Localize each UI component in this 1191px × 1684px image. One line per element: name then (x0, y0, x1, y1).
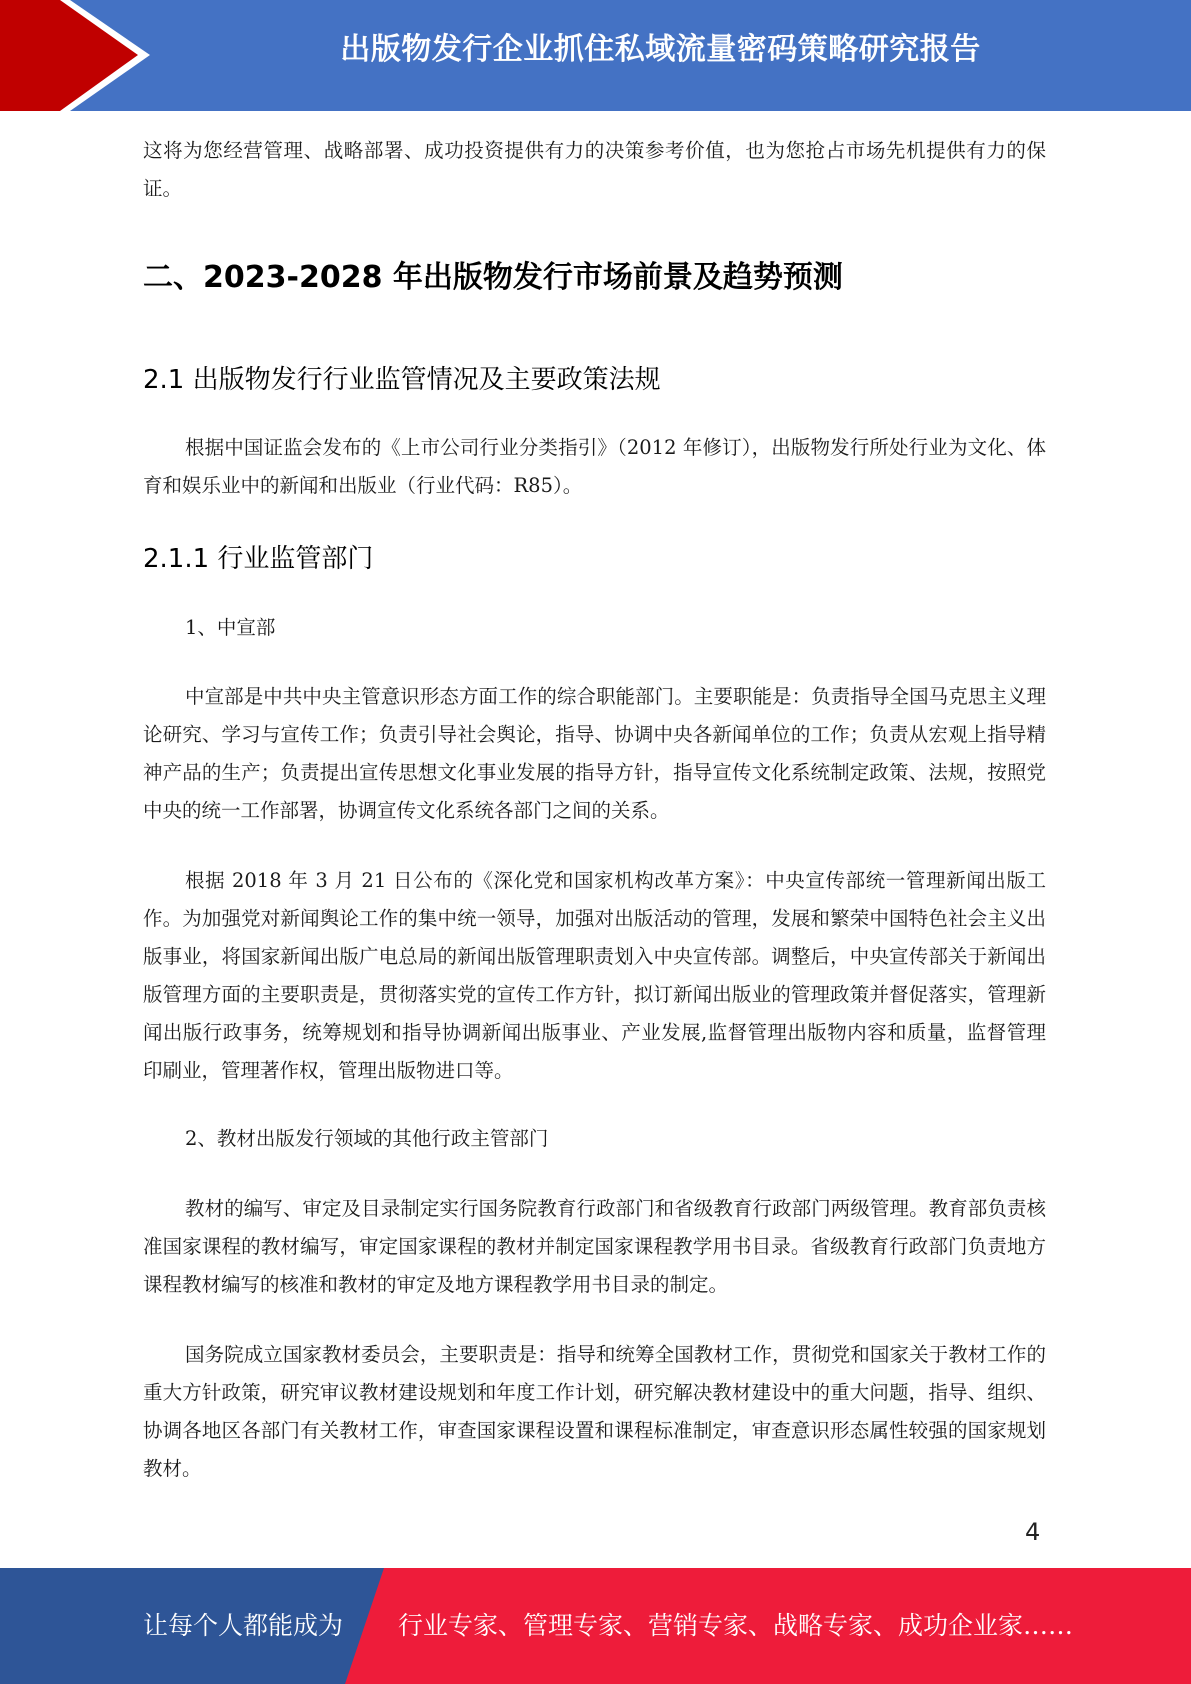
item-2-title: 2、教材出版发行领域的其他行政主管部门 (185, 1127, 549, 1150)
page-number: 4 (1025, 1518, 1041, 1546)
item-2-paragraph-2: 国务院成立国家教材委员会，主要职责是：指导和统筹全国教材工作，贯彻党和国家关于教材工作的重大方针政策，研究审议教材建设规划和年度工作计划，研究解决教材建设中的重大问题，指导、组织、协调各地区各部门有关教材工作，审查国家课程设置和课程标准制定，审查意识形态属性较强的国家规划教材。 (143, 1343, 1046, 1480)
item-1-paragraph-1: 中宣部是中共中央主管意识形态方面工作的综合职能部门。主要职能是：负责指导全国马克思主义理论研究、学习与宣传工作；负责引导社会舆论，指导、协调中央各新闻单位的工作；负责从宏观上指导精神产品的生产；负责提出宣传思想文化事业发展的指导方针，指导宣传文化系统制定政策、法规，按照党中央的统一工作部署，协调宣传文化系统各部门之间的关系。 (143, 685, 1046, 822)
item-1-paragraph-2: 根据 2018 年 3 月 21 日公布的《深化党和国家机构改革方案》：中央宣传部统一管理新闻出版工作。为加强党对新闻舆论工作的集中统一领导，加强对出版活动的管理，发展和繁荣中国特色社会主义出版事业，将国家新闻出版广电总局的新闻出版管理职责划入中央宣传部。调整后，中央宣传部关于新闻出版管理方面的主要职责是，贯彻落实党的宣传工作方针，拟订新闻出版业的管理政策并督促落实，管理新闻出版行政事务，统筹规划和指导协调新闻出版事业、产业发展,监督管理出版物内容和质量，监督管理印刷业，管理著作权，管理出版物进口等。 (143, 869, 1046, 1082)
subsection-heading-2-1-1: 2.1.1 行业监管部门 (143, 544, 374, 574)
intro-paragraph: 这将为您经营管理、战略部署、成功投资提供有力的决策参考价值，也为您抢占市场先机提供有力的保证。 (143, 139, 1046, 200)
subsection-heading-2-1: 2.1 出版物发行行业监管情况及主要政策法规 (143, 365, 661, 395)
footer-slogan-left: 让每个人都能成为 (143, 1611, 344, 1640)
item-1-title: 1、中宣部 (185, 616, 276, 639)
header-title: 出版物发行企业抓住私域流量密码策略研究报告 (340, 32, 981, 67)
header-arrow-decoration (0, 0, 160, 111)
header-bar (0, 0, 1191, 111)
item-2-paragraph-1: 教材的编写、审定及目录制定实行国务院教育行政部门和省级教育行政部门两级管理。教育部负责核准国家课程的教材编写，审定国家课程的教材并制定国家课程教学用书目录。省级教育行政部门负责地方课程教材编写的核准和教材的审定及地方课程教学用书目录的制定。 (143, 1197, 1046, 1296)
footer-slogan-right: 行业专家、管理专家、营销专家、战略专家、成功企业家…… (398, 1611, 1074, 1640)
footer-banner (0, 1568, 1191, 1684)
section-heading: 二、2023-2028 年出版物发行市场前景及趋势预测 (143, 260, 843, 295)
paragraph-2-1: 根据中国证监会发布的《上市公司行业分类指引》（2012 年修订），出版物发行所处行业为文化、体育和娱乐业中的新闻和出版业（行业代码：R85）。 (143, 436, 1046, 497)
